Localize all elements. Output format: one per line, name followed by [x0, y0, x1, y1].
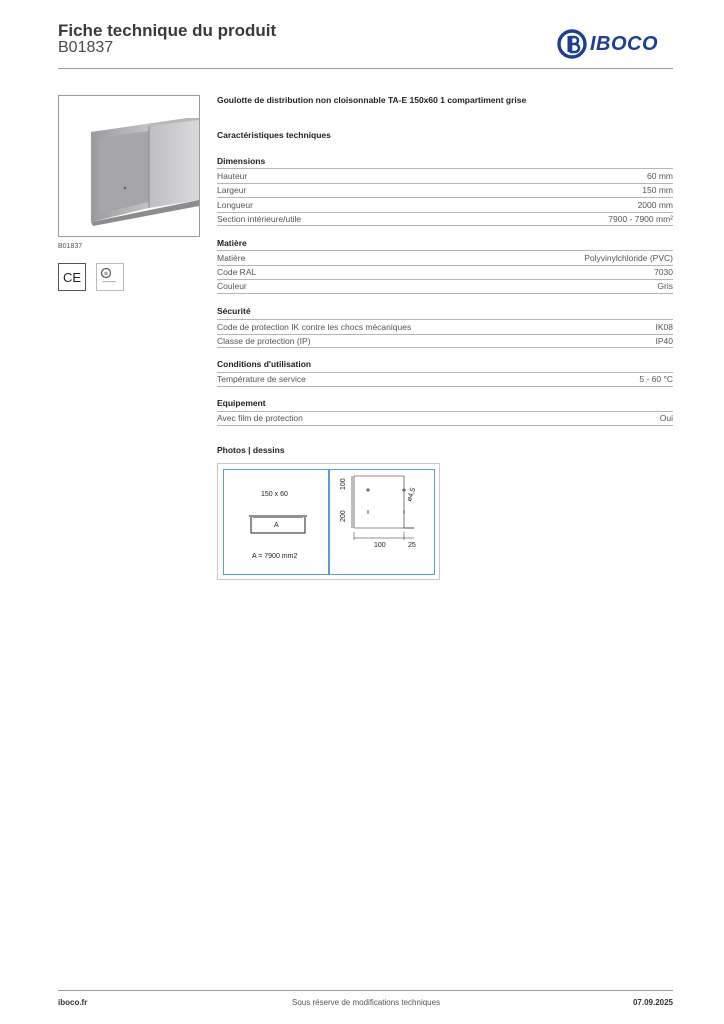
brand-logo: [557, 28, 673, 60]
spec-row: [217, 197, 673, 212]
spec-value: 5 - 60 °C: [639, 374, 673, 385]
spec-label: Code de protection IK contre les chocs mécaniques: [217, 321, 412, 332]
spec-value: IK08: [655, 321, 673, 332]
footer-date: 07.09.2025: [632, 998, 673, 1007]
area-label: A = 7900 mm2: [252, 553, 298, 560]
area-letter: A: [274, 522, 279, 529]
image-caption: B01837: [58, 243, 83, 250]
product-code: B01837: [58, 39, 114, 56]
svg-text:⊕: ⊕: [103, 271, 109, 277]
spec-label: Avec film de protection: [217, 413, 303, 424]
ce-label: CE: [62, 269, 82, 285]
footer-divider: [58, 990, 673, 991]
spec-label: Section intérieure/utile: [217, 213, 302, 224]
page-title: Fiche technique du produit: [58, 21, 277, 40]
dim-bottom-2: 25: [408, 542, 416, 549]
product-image: [58, 95, 200, 237]
spec-value: 7900 - 7900 mm²: [608, 213, 673, 224]
specs-heading: Caractéristiques techniques: [217, 130, 331, 140]
spec-value: 150 mm: [642, 185, 673, 196]
spec-row: [217, 183, 673, 198]
spec-row: [217, 168, 673, 183]
spec-value: Gris: [657, 281, 673, 292]
drawings-container: [217, 463, 440, 580]
dim-top: 100: [340, 478, 347, 490]
section-matiere-title: Matière: [217, 238, 247, 248]
spec-value: Oui: [659, 413, 673, 424]
size-label: 150 x 60: [261, 491, 288, 498]
spec-label: Largeur: [217, 185, 247, 196]
spec-label: Couleur: [217, 281, 247, 292]
spec-label: Classe de protection (IP): [217, 335, 311, 346]
eac-certification-icon: [96, 263, 124, 291]
spec-label: Code RAL: [217, 267, 257, 278]
cross-section-drawing: [223, 469, 329, 575]
spec-row: [217, 212, 673, 227]
section-dimensions-title: Dimensions: [217, 156, 266, 166]
spec-value: 7030: [654, 267, 673, 278]
spec-label: Longueur: [217, 199, 253, 210]
ce-mark-icon: [58, 263, 86, 291]
section-equipement-title: Equipement: [217, 398, 266, 408]
certification-seal-icon: [97, 264, 123, 290]
spec-label: Hauteur: [217, 170, 248, 181]
spec-value: IP40: [655, 335, 673, 346]
spec-row: [217, 319, 673, 334]
spec-row: [217, 265, 673, 280]
fixing-drawing: [329, 469, 435, 575]
product-title: Goulotte de distribution non cloisonnable TA-E 150x60 1 compartiment grise: [217, 95, 527, 105]
spec-row: [217, 334, 673, 349]
spec-value: 60 mm: [647, 170, 673, 181]
iboco-logo-icon: [557, 29, 587, 59]
section-conditions-title: Conditions d'utilisation: [217, 359, 312, 369]
logo-text: IBOCO: [590, 32, 659, 55]
spec-label: Matière: [217, 252, 246, 263]
photos-heading: Photos | dessins: [217, 445, 285, 455]
dim-hole: ø4,5: [406, 486, 418, 503]
dim-left: 200: [340, 510, 347, 522]
cable-trunking-illustration: [59, 96, 199, 236]
dim-bottom-1: 100: [374, 542, 386, 549]
spec-row: [217, 279, 673, 294]
spec-row: [217, 411, 673, 426]
footer-note: Sous réserve de modifications techniques: [292, 998, 441, 1007]
spec-value: Polyvinylchloride (PVC): [584, 252, 673, 263]
footer-website-link[interactable]: iboco.fr: [58, 998, 88, 1007]
spec-value: 2000 mm: [637, 199, 673, 210]
spec-row: [217, 250, 673, 265]
header-divider: [58, 68, 673, 69]
spec-label: Température de service: [217, 374, 306, 385]
section-securite-title: Sécurité: [217, 306, 251, 316]
spec-row: [217, 372, 673, 387]
